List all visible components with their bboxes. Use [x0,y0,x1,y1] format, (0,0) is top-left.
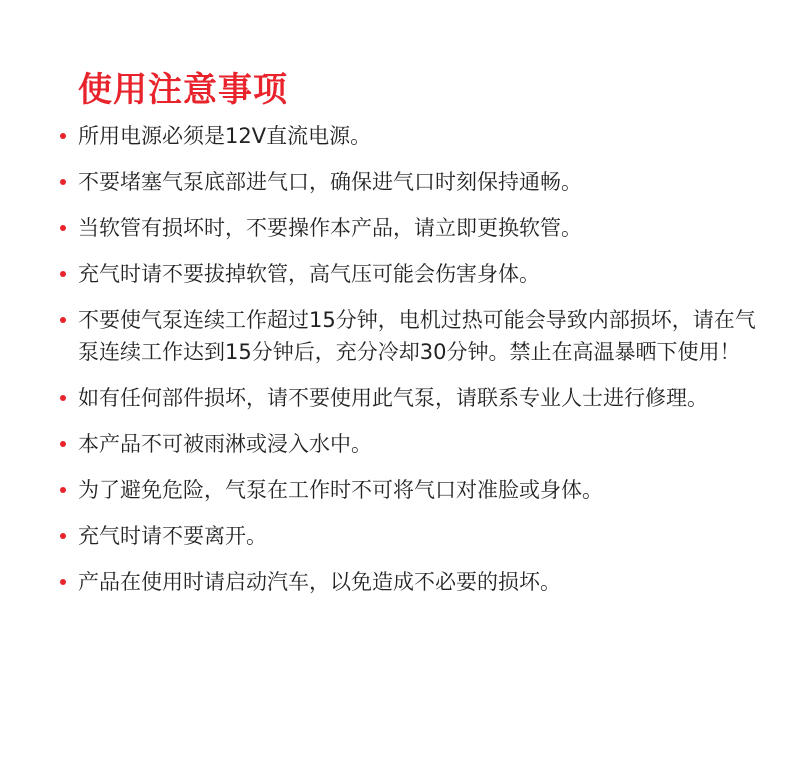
list-item-text: 为了避免危险，气泵在工作时不可将气口对准脸或身体。 [78,478,603,502]
bullet-dot-icon [60,271,66,277]
bullet-dot-icon [60,395,66,401]
bullet-dot-icon [60,133,66,139]
list-item [58,474,758,506]
list-item-text: 当软管有损坏时，不要操作本产品，请立即更换软管。 [78,216,582,240]
precautions-list [58,120,758,612]
list-item-text: 所用电源必须是12V直流电源。 [78,124,372,148]
list-item-text: 充气时请不要拔掉软管，高气压可能会伤害身体。 [78,262,540,286]
list-item [58,212,758,244]
bullet-dot-icon [60,317,66,323]
list-item-text: 充气时请不要离开。 [78,524,267,548]
bullet-dot-icon [60,579,66,585]
list-item [58,566,758,598]
list-item-text: 产品在使用时请启动汽车，以免造成不必要的损坏。 [78,570,561,594]
bullet-dot-icon [60,179,66,185]
list-item [58,304,758,368]
list-item-text: 不要堵塞气泵底部进气口，确保进气口时刻保持通畅。 [78,170,582,194]
list-item-text: 如有任何部件损坏，请不要使用此气泵，请联系专业人士进行修理。 [78,386,708,410]
list-item [58,382,758,414]
list-item-text: 本产品不可被雨淋或浸入水中。 [78,432,372,456]
bullet-dot-icon [60,225,66,231]
list-item [58,166,758,198]
bullet-dot-icon [60,441,66,447]
list-item [58,520,758,552]
list-item [58,428,758,460]
page-title: 使用注意事项 [78,70,288,110]
bullet-dot-icon [60,487,66,493]
list-item [58,120,758,152]
list-item [58,258,758,290]
list-item-text: 不要使气泵连续工作超过15分钟，电机过热可能会导致内部损坏，请在气泵连续工作达到15分钟后，充分冷却30分钟。禁止在高温暴晒下使用！ [78,308,756,364]
bullet-dot-icon [60,533,66,539]
